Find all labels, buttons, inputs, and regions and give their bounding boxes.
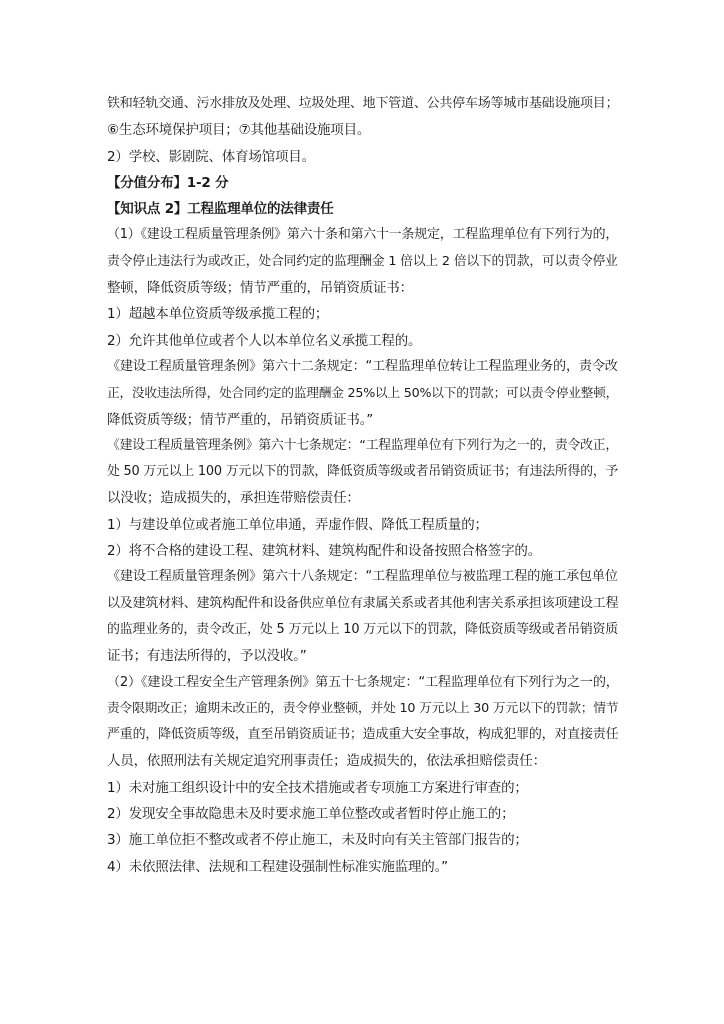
text-line: （1）《建设工程质量管理条例》第六十条和第六十一条规定，工程监理单位有下列行为的， [107,227,619,243]
text-line: 2）发现安全事故隐患未及时要求施工单位整改或者暂时停止施工的； [107,806,515,823]
text-line: 以及建筑材料、建筑构配件和设备供应单位有隶属关系或者其他利害关系承担该项建设工程 [107,595,619,611]
text-line: 3）施工单位拒不整改或者不停止施工，未及时向有关主管部门报告的； [107,832,528,849]
text-line: 《建设工程质量管理条例》第六十八条规定：“工程监理单位与被监理工程的施工承包单位 [107,569,618,585]
text-line: 责令限期改正；逾期未改正的，责令停业整顿，并处 10 万元以上 30 万元以下的罚款；情节 [107,700,619,716]
text-line: 铁和轻轨交通、污水排放及处理、垃圾处理、地下管道、公共停车场等城市基础设施项目； [107,96,619,111]
text-line: 人员，依照刑法有关规定追究刑事责任；造成损失的，依法承担赔偿责任： [107,753,546,770]
text-line: 降低资质等级；情节严重的，吊销资质证书。” [107,411,374,428]
text-line: 1）未对施工组织设计中的安全技术措施或者专项施工方案进行审查的； [107,779,528,796]
text-line: 《建设工程质量管理条例》第六十二条规定：“工程监理单位转让工程监理业务的，责令改 [107,358,618,374]
section-heading: 【分值分布】1-2 分 [107,174,229,191]
text-line: 《建设工程质量管理条例》第六十七条规定：“工程监理单位有下列行为之一的，责令改正， [107,437,618,453]
text-line: 证书；有违法所得的，予以没收。” [107,648,307,665]
text-line: 整顿，降低资质等级；情节严重的，吊销资质证书： [107,280,413,297]
text-line: 2）允许其他单位或者个人以本单位名义承揽工程的。 [107,332,422,349]
text-line: 1）与建设单位或者施工单位串通，弄虚作假、降低工程质量的； [107,516,488,533]
text-line: 以没收；造成损失的，承担连带赔偿责任： [107,490,360,507]
text-line: 责令停止违法行为或改正，处合同约定的监理酬金 1 倍以上 2 倍以下的罚款，可以责令停业 [107,253,618,269]
text-line: 4）未依照法律、法规和工程建设强制性标准实施监理的。” [107,858,448,875]
section-heading: 【知识点 2】工程监理单位的法律责任 [107,201,334,218]
text-line: 处 50 万元以上 100 万元以下的罚款，降低资质等级或者吊销资质证书；有违法所得的，予 [107,464,619,480]
document-body [107,91,619,880]
text-line: 2）将不合格的建设工程、建筑材料、建筑构配件和设备按照合格签字的。 [107,543,541,560]
text-line: （2）《建设工程安全生产管理条例》第五十七条规定：“工程监理单位有下列行为之一的， [107,674,619,690]
text-line: 正，没收违法所得，处合同约定的监理酬金 25%以上 50%以下的罚款；可以责令停业整顿， [107,385,619,401]
text-line: ⑥生态环境保护项目；⑦其他基础设施项目。 [107,122,371,139]
text-line: 1）超越本单位资质等级承揽工程的； [107,306,329,323]
text-line: 严重的，降低资质等级，直至吊销资质证书；造成重大安全事故，构成犯罪的，对直接责任 [107,727,619,743]
text-line: 的监理业务的，责令改正，处 5 万元以上 10 万元以下的罚款，降低资质等级或者吊销资质 [107,621,619,637]
text-line: 2）学校、影剧院、体育场馆项目。 [107,148,315,165]
